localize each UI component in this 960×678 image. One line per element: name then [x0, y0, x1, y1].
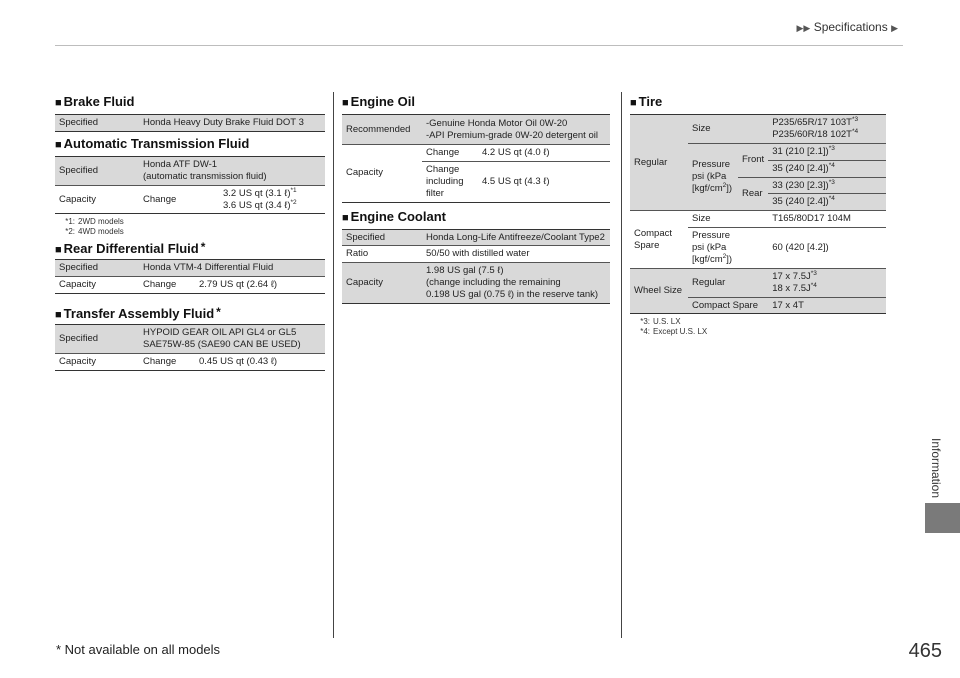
section-title-atf: ■ Automatic Transmission Fluid — [55, 135, 250, 151]
section-title-tire: ■ Tire — [630, 94, 663, 109]
square-bullet-icon: ■ — [55, 244, 62, 257]
table-label: Pressure psi (kPa $[kgf/cm^2]$) — [688, 143, 738, 211]
table-label: Change — [139, 277, 195, 294]
table-value: 50/50 with distilled water — [422, 246, 610, 263]
double-triangle-right-icon: ▶▶ — [796, 23, 811, 33]
table-label: Specified — [55, 260, 139, 277]
page-header — [0, 0, 960, 48]
atf-footnotes: *1: 2WD models *2: 4WD models — [65, 217, 124, 237]
table-value: Honda Long-Life Antifreeze/Coolant Type2 — [422, 229, 610, 246]
table-label: Regular — [688, 268, 768, 297]
table-value: 3.2 US qt (3.1 ℓ)$^{*1}$ 3.6 US qt (3.4 ℓ)$^{*2}$ — [219, 185, 325, 214]
table-label: Wheel Size — [630, 268, 688, 314]
column-engine — [342, 94, 610, 304]
table-label: Change — [139, 185, 219, 214]
table-label: Rear — [738, 177, 768, 211]
table-label: Change including filter — [422, 161, 478, 202]
table-label: Capacity — [342, 145, 422, 203]
table-label: Front — [738, 143, 768, 177]
table-label: Compact Spare — [630, 211, 688, 269]
header-rule — [55, 45, 903, 46]
table-label: Regular — [630, 115, 688, 211]
table-label: Ratio — [342, 246, 422, 263]
table-label: Specified — [55, 156, 139, 185]
table-value: 17 x 4T — [768, 297, 886, 314]
table-value: Honda ATF DW-1 (automatic transmission fluid) — [139, 156, 325, 185]
column-divider — [333, 92, 334, 638]
column-fluids — [55, 94, 325, 371]
column-tire — [630, 94, 886, 337]
section-title-brake-fluid: ■ Brake Fluid — [55, 94, 135, 109]
table-value: 0.45 US qt (0.43 ℓ) — [195, 353, 325, 370]
breadcrumb-label: Specifications — [813, 20, 888, 34]
table-label: Capacity — [342, 263, 422, 304]
side-tab-information[interactable]: Information — [929, 437, 943, 499]
side-tab-marker — [925, 503, 960, 533]
square-bullet-icon: ■ — [55, 309, 62, 322]
table-value: 2.79 US qt (2.64 ℓ) — [195, 277, 325, 294]
table-label: Capacity — [55, 353, 139, 370]
table-value: 35 (240 [2.4])$^{*4}$ — [768, 160, 886, 177]
table-label: Size — [688, 211, 768, 228]
section-title-rear-differential: ■ Rear Differential Fluid * — [55, 240, 206, 257]
table-label: Change — [139, 353, 195, 370]
section-title-engine-coolant: ■ Engine Coolant — [342, 208, 446, 224]
table-value: Honda Heavy Duty Brake Fluid DOT 3 — [139, 115, 325, 132]
table-value: 4.2 US qt (4.0 ℓ) — [478, 145, 610, 162]
table-value: 60 (420 [4.2]) — [768, 228, 886, 269]
table-label: Capacity — [55, 277, 139, 294]
table-value: -Genuine Honda Motor Oil 0W-20 -API Premium-grade 0W-20 detergent oil — [422, 115, 610, 145]
column-divider — [621, 92, 622, 638]
section-title-engine-oil: ■ Engine Oil — [342, 94, 415, 109]
table-label: Pressure psi (kPa $[kgf/cm^2]$) — [688, 228, 768, 269]
table-value: 35 (240 [2.4])$^{*4}$ — [768, 194, 886, 211]
table-value: HYPOID GEAR OIL API GL4 or GL5 SAE75W-85 (SAE90 CAN BE USED) — [139, 325, 325, 354]
table-label: Specified — [55, 115, 139, 132]
breadcrumb[interactable] — [797, 20, 899, 34]
table-label: Change — [422, 145, 478, 162]
transfer-table — [55, 324, 325, 371]
square-bullet-icon: ■ — [55, 138, 62, 151]
atf-table — [55, 156, 325, 215]
square-bullet-icon: ■ — [630, 97, 637, 109]
square-bullet-icon: ■ — [55, 97, 62, 109]
square-bullet-icon: ■ — [342, 97, 349, 109]
table-value: T165/80D17 104M — [768, 211, 886, 228]
square-bullet-icon: ■ — [342, 211, 349, 224]
table-value: Honda VTM-4 Differential Fluid — [139, 260, 325, 277]
engine-coolant-table — [342, 229, 610, 304]
table-label: Capacity — [55, 185, 139, 214]
tire-table — [630, 114, 886, 314]
table-value: 1.98 US gal (7.5 ℓ) (change including the remaining 0.198 US gal (0.75 ℓ) in the reserve tank) — [422, 263, 610, 304]
rear-diff-table — [55, 259, 325, 294]
brake-fluid-table — [55, 114, 325, 132]
table-label: Specified — [55, 325, 139, 354]
table-label: Recommended — [342, 115, 422, 145]
page-number: 465 — [908, 640, 942, 662]
table-value: 17 x $7.5J^{*3}$ 18 x $7.5J^{*4}$ — [768, 268, 886, 297]
tire-footnotes: *3: U.S. LX *4: Except U.S. LX — [640, 317, 708, 337]
engine-oil-table — [342, 114, 610, 203]
availability-note: * Not available on all models — [56, 642, 221, 657]
table-label: Compact Spare — [688, 297, 768, 314]
table-label: Size — [688, 115, 768, 144]
table-value: 31 (210 [2.1])$^{*3}$ — [768, 143, 886, 160]
table-value: 4.5 US qt (4.3 ℓ) — [478, 161, 610, 202]
table-value: P235/65R/17 $103T^{*3}$ P235/60R/18 $102T^{*4}$ — [768, 115, 886, 144]
table-value: 33 (230 [2.3])$^{*3}$ — [768, 177, 886, 194]
section-title-transfer-assembly: ■ Transfer Assembly Fluid * — [55, 305, 221, 322]
triangle-right-icon: ▶ — [891, 23, 898, 33]
table-label: Specified — [342, 229, 422, 246]
